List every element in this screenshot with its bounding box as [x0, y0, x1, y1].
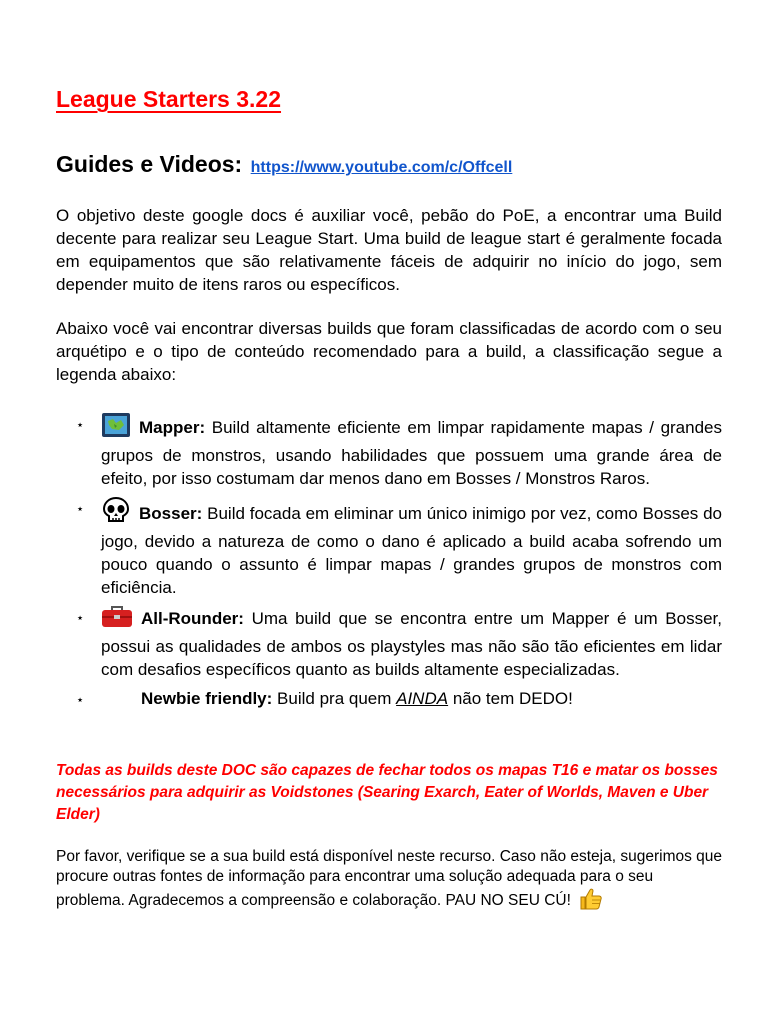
youtube-channel-link[interactable]: https://www.youtube.com/c/Offcell [250, 159, 513, 176]
closing-paragraph [56, 847, 722, 917]
intro-paragraph: O objetivo deste google docs é auxiliar você, pebão do PoE, a encontrar uma Build decente para realizar seu League Start. Uma build de league start é geralmente focada em equipamentos que são relativamente fáceis de adquirir no início do jogo, sem depender muito de itens raros ou específicos. [56, 206, 722, 294]
legend-item-allrounder [56, 605, 722, 681]
newbie-text-before: Build pra quem [277, 689, 392, 708]
skull-icon [101, 496, 131, 530]
bullet-star-icon: ⋆ [76, 692, 85, 707]
guides-line [56, 151, 512, 178]
voidstones-warning: Todas as builds deste DOC são capazes de fechar todos os mapas T16 e matar os bosses necessários para adquirir as Voidstones (Searing Exarch, Eater of Worlds, Maven e Uber Elder) [56, 762, 718, 823]
mapper-description: Build altamente eficiente em limpar rapidamente mapas / grandes grupos de monstros, usando habilidades que possuem uma grande área de efeito, por isso costumam dar menos dano em Bosses / Monstros Raros. [101, 418, 722, 488]
bullet-star-icon: ⋆ [76, 610, 85, 625]
newbie-label: Newbie friendly: [141, 689, 273, 708]
mapper-label: Mapper: [139, 418, 206, 437]
map-icon [101, 412, 131, 444]
bullet-star-icon: ⋆ [76, 501, 85, 516]
guides-heading: Guides e Videos: [56, 151, 243, 177]
legend-item-mapper [56, 412, 722, 490]
toolbox-icon [101, 605, 133, 635]
bosser-description: Build focada em eliminar um único inimigo por vez, como Bosses do jogo, devido a natureza de como o dano é aplicado a build acaba sofrendo um pouco quando o assunto é limpar mapas / grandes grupos de monstros com eficiência. [101, 504, 722, 597]
newbie-emphasis: AINDA [396, 689, 449, 708]
thumbs-up-icon [579, 887, 603, 917]
legend-intro-paragraph: Abaixo você vai encontrar diversas builds que foram classificadas de acordo com o seu arquétipo e o tipo de conteúdo recomendado para a build, a classificação segue a legenda abaixo: [56, 319, 722, 384]
legend-item-newbie [56, 687, 722, 710]
newbie-text-after: não tem DEDO! [452, 689, 573, 708]
allrounder-description: Uma build que se encontra entre um Mapper é um Bosser, possui as qualidades de ambos os playstyles mas não são tão eficientes em lidar com desafios específicos quanto as builds altamente especializadas. [101, 609, 722, 679]
bosser-label: Bosser: [139, 504, 203, 523]
legend-list [56, 412, 722, 710]
bullet-star-icon: ⋆ [76, 417, 85, 432]
closing-text: Por favor, verifique se a sua build está disponível neste recurso. Caso não esteja, sugerimos que procure outras fontes de informação para encontrar uma solução adequada para o seu problema. Agradecemos a compreensão e colaboração. PAU NO SEU CÚ! [56, 848, 723, 909]
allrounder-label: All-Rounder: [141, 609, 244, 628]
page-title: League Starters 3.22 [56, 86, 282, 112]
legend-item-bosser [56, 496, 722, 599]
